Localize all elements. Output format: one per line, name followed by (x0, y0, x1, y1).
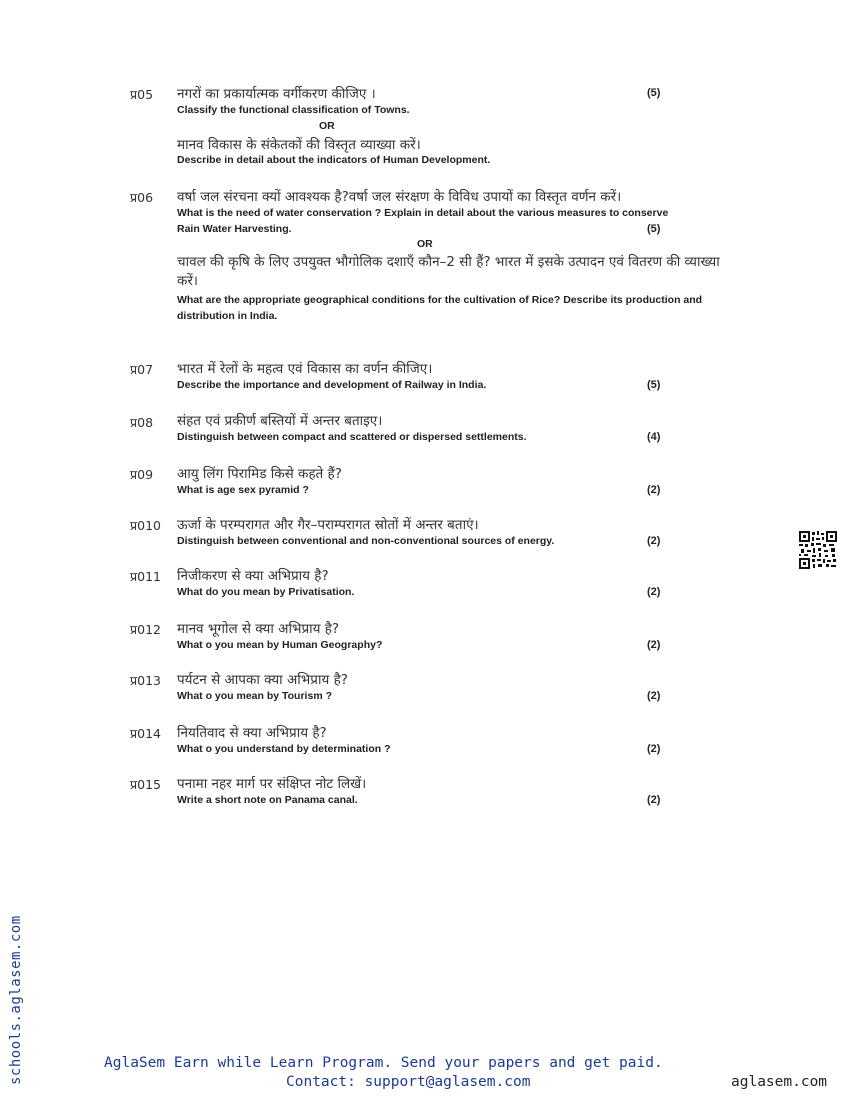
question-hindi: नगरों का प्रकार्यात्मक वर्गीकरण कीजिए । (177, 86, 376, 102)
question-number: प्र012 (130, 622, 161, 637)
question-number: प्र07 (130, 362, 154, 377)
question-english: Describe the importance and development of Railway in India. (177, 379, 487, 391)
alternative-english: What are the appropriate geographical conditions for the cultivation of Rice? Describe its production and distribution in India. (177, 294, 703, 322)
question-number: प्र09 (130, 467, 154, 482)
marks: (2) (647, 743, 661, 755)
question-english: What o you understand by determination ? (177, 743, 391, 755)
footer-site[interactable]: aglasem.com (731, 1074, 828, 1090)
question-hindi: निजीकरण से क्या अभिप्राय है? (177, 568, 329, 584)
question-hindi: मानव भूगोल से क्या अभिप्राय है? (177, 621, 340, 637)
question-english: Classify the functional classification of Towns. (177, 104, 410, 116)
question-number: प्र010 (130, 518, 161, 533)
question-english: What o you mean by Tourism ? (177, 690, 332, 702)
question-number: प्र015 (130, 777, 161, 792)
question-hindi: आयु लिंग पिरामिड किसे कहते हैं? (177, 466, 342, 482)
qr-code-icon (799, 531, 837, 569)
marks: (2) (647, 639, 661, 651)
question-english: What o you mean by Human Geography? (177, 639, 383, 651)
marks: (5) (647, 223, 661, 235)
alternative-english: Describe in detail about the indicators of Human Development. (177, 154, 491, 166)
or-separator: OR (319, 120, 335, 132)
marks: (5) (647, 87, 661, 99)
question-english: Write a short note on Panama canal. (177, 794, 358, 806)
marks: (2) (647, 484, 661, 496)
question-number: प्र05 (130, 87, 154, 102)
marks: (2) (647, 535, 661, 547)
question-english: Distinguish between conventional and non-conventional sources of energy. (177, 535, 555, 547)
marks: (2) (647, 690, 661, 702)
marks: (5) (647, 379, 661, 391)
question-number: प्र08 (130, 415, 154, 430)
footer-promo: AglaSem Earn while Learn Program. Send your papers and get paid. (104, 1055, 663, 1071)
marks: (2) (647, 794, 661, 806)
question-english: Distinguish between compact and scattered or dispersed settlements. (177, 431, 527, 443)
question-hindi: वर्षा जल संरचना क्यों आवश्यक है?वर्षा जल संरक्षण के विविध उपायों का विस्तृत वर्णन करें। (177, 189, 622, 205)
marks: (4) (647, 431, 661, 443)
question-hindi: नियतिवाद से क्या अभिप्राय है? (177, 725, 327, 741)
alternative-hindi: मानव विकास के संकेतकों की विस्तृत व्याख्या करें। (177, 137, 421, 153)
question-english-line1: What is the need of water conservation ? Explain in detail about the various measures to conserve (177, 207, 669, 219)
marks: (2) (647, 586, 661, 598)
question-english: What is age sex pyramid ? (177, 484, 309, 496)
question-number: प्र013 (130, 673, 161, 688)
or-separator: OR (417, 238, 433, 250)
question-english: What do you mean by Privatisation. (177, 586, 355, 598)
question-hindi: भारत में रेलों के महत्व एवं विकास का वर्णन कीजिए। (177, 361, 433, 377)
question-number: प्र06 (130, 190, 154, 205)
question-hindi: पनामा नहर मार्ग पर संक्षिप्त नोट लिखें। (177, 776, 367, 792)
side-watermark: schools.aglasem.com (8, 915, 24, 1085)
question-number: प्र011 (130, 569, 161, 584)
question-number: प्र014 (130, 726, 161, 741)
footer-contact[interactable]: Contact: support@aglasem.com (286, 1074, 531, 1090)
alternative-hindi: चावल की कृषि के लिए उपयुक्त भौगोलिक दशाएँ कौन–2 सी हैं? भारत में इसके उत्पादन एवं वितरण की व्याख्या करें। (177, 254, 720, 289)
question-hindi: ऊर्जा के परम्परागत और गैर–पराम्परागत स्रोतों में अन्तर बताएं। (177, 517, 479, 533)
question-hindi: संहत एवं प्रकीर्ण बस्तियों में अन्तर बताइए। (177, 413, 383, 429)
question-hindi: पर्यटन से आपका क्या अभिप्राय है? (177, 672, 348, 688)
question-english-line2: Rain Water Harvesting. (177, 223, 292, 235)
